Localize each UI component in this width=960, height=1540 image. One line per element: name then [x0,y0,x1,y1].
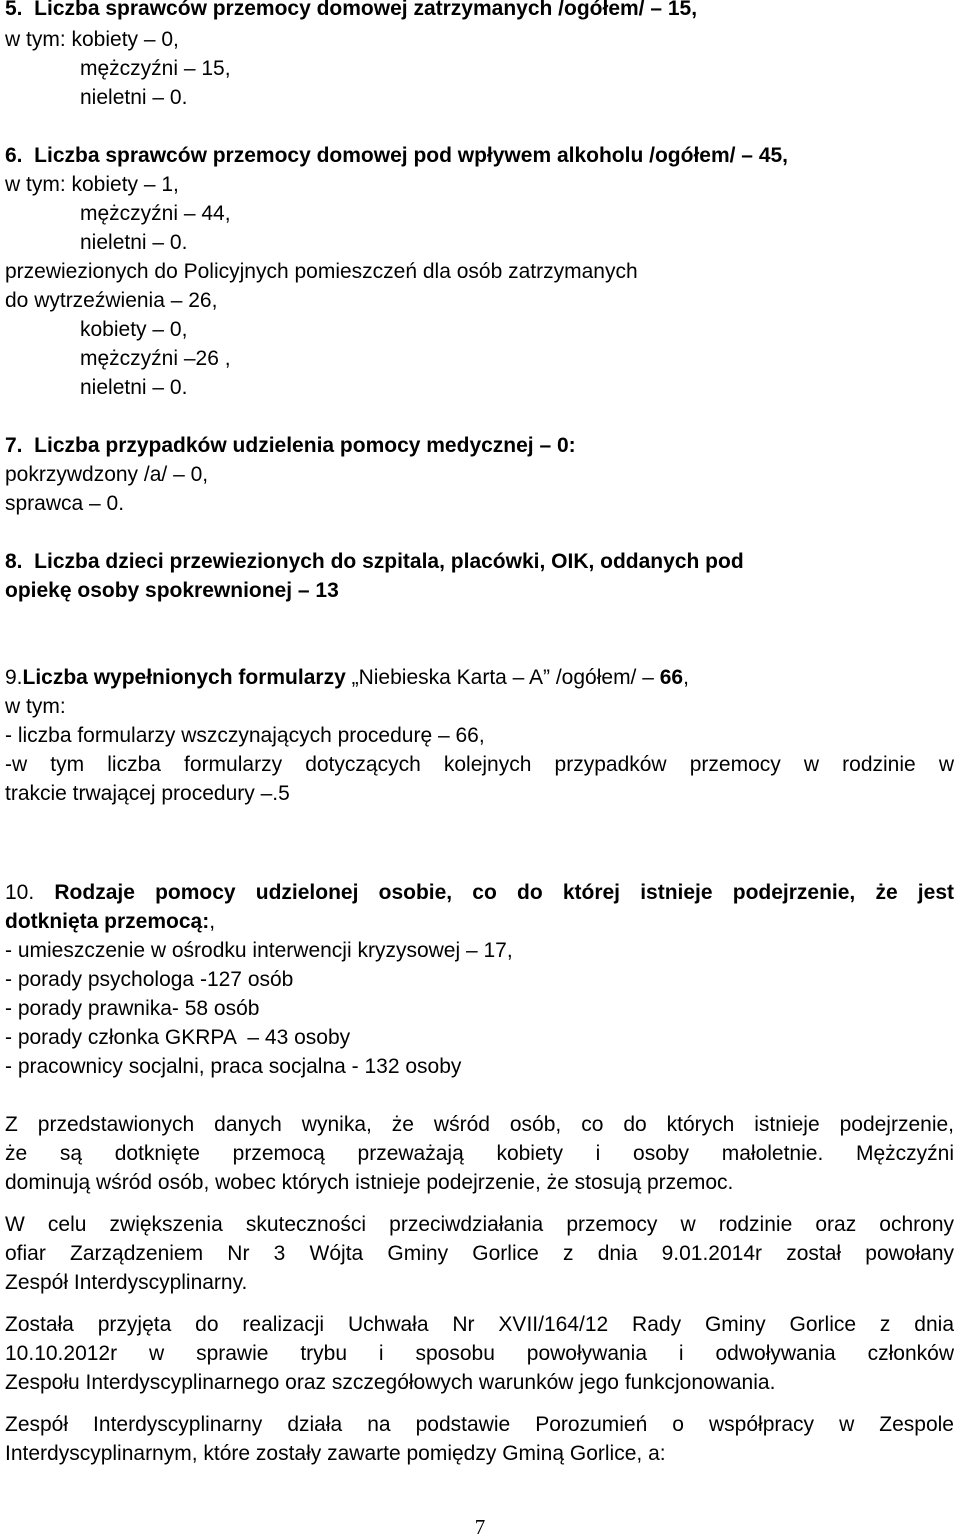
section-6-title: 6. Liczba sprawców przemocy domowej pod wpływem alkoholu /ogółem/ – 45, [5,144,789,167]
section-6-line: do wytrzeźwienia – 26, [5,289,218,312]
list-item: - pracownicy socjalni, praca socjalna - 132 osoby [5,1055,462,1078]
section-5-line: mężczyźni – 15, [80,57,231,80]
section-10-title [5,878,954,907]
section-5-title: 5. Liczba sprawców przemocy domowej zatrzymanych /ogółem/ – 15, [5,0,698,20]
section-9-title-bold: Liczba wypełnionych formularzy [22,666,352,689]
section-6-line: nieletni – 0. [80,376,188,399]
section-6-line: przewiezionych do Policyjnych pomieszczeń dla osób zatrzymanych [5,260,638,283]
section-9-number: 9. [5,666,23,689]
section-6-line: mężczyźni – 44, [80,202,231,225]
section-9-line: - liczba formularzy wszczynających procedurę – 66, [5,724,485,747]
section-7-title: 7. Liczba przypadków udzielenia pomocy medycznej – 0: [5,434,576,457]
paragraph-line: Z przedstawionych danych wynika, że wśród osób, co do których istnieje podejrzenie, [5,1113,954,1136]
paragraph-line: Zespół Interdyscyplinarny działa na podstawie Porozumień o współpracy w Zespole [5,1413,954,1436]
paragraph-line: Interdyscyplinarnym, które zostały zawarte pomiędzy Gminą Gorlice, a: [5,1442,666,1465]
section-10-title-tail: , [209,910,216,933]
section-9-title [5,663,689,692]
section-6-line: mężczyźni –26 , [80,347,231,370]
section-6-line: kobiety – 0, [80,318,188,341]
list-item: - porady psychologa -127 osób [5,968,294,991]
section-9-total: 66 [659,666,684,689]
list-item: - porady członka GKRPA – 43 osoby [5,1026,351,1049]
paragraph-line: że są dotknięte przemocą przeważają kobiety i osoby małoletnie. Mężczyźni [5,1142,954,1165]
paragraph-line: Zespół Interdyscyplinarny. [5,1271,248,1294]
section-5-line: nieletni – 0. [80,86,188,109]
section-8-title: opiekę osoby spokrewnionej – 13 [5,579,339,602]
section-6-line: nieletni – 0. [80,231,188,254]
section-9-line: trakcie trwającej procedury –.5 [5,782,290,805]
section-10-number: 10. [5,881,55,904]
section-9-comma: , [683,666,689,689]
page-number: 7 [474,1515,486,1539]
list-item: - porady prawnika- 58 osób [5,997,260,1020]
section-10-title-bold: dotknięta przemocą: [5,910,210,933]
list-item: - umieszczenie w ośrodku interwencji kryzysowej – 17, [5,939,513,962]
section-9-title-quote: „Niebieska Karta – A” /ogółem/ – [351,666,660,689]
paragraph-line: dominują wśród osób, wobec których istnieje podejrzenie, że stosują przemoc. [5,1171,734,1194]
section-5-line: w tym: kobiety – 0, [5,28,179,51]
section-7-line: sprawca – 0. [5,492,125,515]
section-9-line: w tym: [5,695,66,718]
section-9-line: -w tym liczba formularzy dotyczących kolejnych przypadków przemocy w rodzinie w [5,753,954,776]
paragraph-line: Zespołu Interdyscyplinarnego oraz szczegółowych warunków jego funkcjonowania. [5,1371,776,1394]
paragraph-line: ofiar Zarządzeniem Nr 3 Wójta Gminy Gorlice z dnia 9.01.2014r został powołany [5,1242,954,1265]
paragraph-line: 10.10.2012r w sprawie trybu i sposobu powoływania i odwoływania członków [5,1342,954,1365]
section-7-line: pokrzywdzony /a/ – 0, [5,463,209,486]
paragraph-line: Została przyjęta do realizacji Uchwała Nr XVII/164/12 Rady Gminy Gorlice z dnia [5,1313,954,1336]
section-6-line: w tym: kobiety – 1, [5,173,179,196]
section-10-title [5,907,215,936]
paragraph-line: W celu zwiększenia skuteczności przeciwdziałania przemocy w rodzinie oraz ochrony [5,1213,954,1236]
section-10-title-bold: Rodzaje pomocy udzielonej osobie, co do której istnieje podejrzenie, że jest [54,881,954,904]
section-8-title: 8. Liczba dzieci przewiezionych do szpitala, placówki, OIK, oddanych pod [5,550,744,573]
